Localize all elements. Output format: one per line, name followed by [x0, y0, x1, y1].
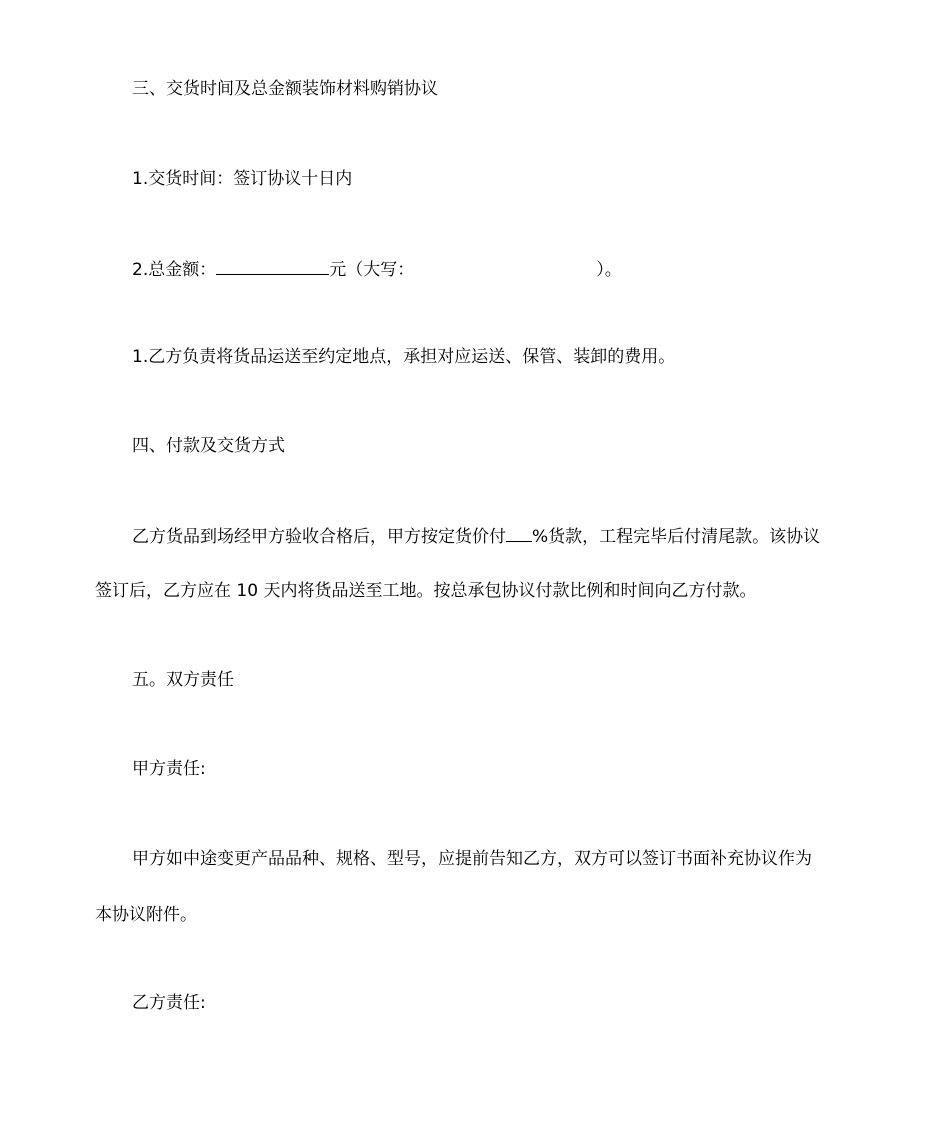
section-heading-3: 三、交货时间及总金额装饰材料购销协议	[132, 79, 438, 99]
transport-clause: 1.乙方负责将货品运送至约定地点，承担对应运送、保管、装卸的费用。	[132, 347, 676, 367]
delivery-time-clause: 1.交货时间：签订协议十日内	[132, 169, 353, 189]
total-amount-suffix: ）。	[596, 260, 622, 280]
total-amount-prefix: 2.总金额：	[132, 260, 217, 280]
percent-blank-line	[506, 523, 532, 542]
party-b-heading: 乙方责任:	[132, 993, 206, 1013]
party-a-paragraph-line-1: 甲方如中途变更产品品种、规格、型号，应提前告知乙方，双方可以签订书面补充协议作为	[132, 849, 812, 869]
payment-paragraph-line-1	[0, 523, 950, 549]
amount-blank-line	[216, 256, 329, 275]
payment-text-before-blank: 乙方货品到场经甲方验收合格后，甲方按定货价付	[132, 527, 506, 547]
section-heading-5: 五。双方责任	[132, 670, 234, 690]
payment-text-after-blank: %货款，工程完毕后付清尾款。该协议	[532, 527, 821, 547]
payment-paragraph-line-2: 签订后，乙方应在 10 天内将货品送至工地。按总承包协议付款比例和时间向乙方付款。	[95, 581, 757, 601]
total-amount-clause	[0, 256, 950, 282]
party-a-paragraph-line-2: 本协议附件。	[95, 905, 197, 925]
party-a-heading: 甲方责任:	[132, 759, 206, 779]
section-heading-4: 四、付款及交货方式	[132, 436, 285, 456]
total-amount-unit: 元（大写：	[329, 260, 415, 280]
